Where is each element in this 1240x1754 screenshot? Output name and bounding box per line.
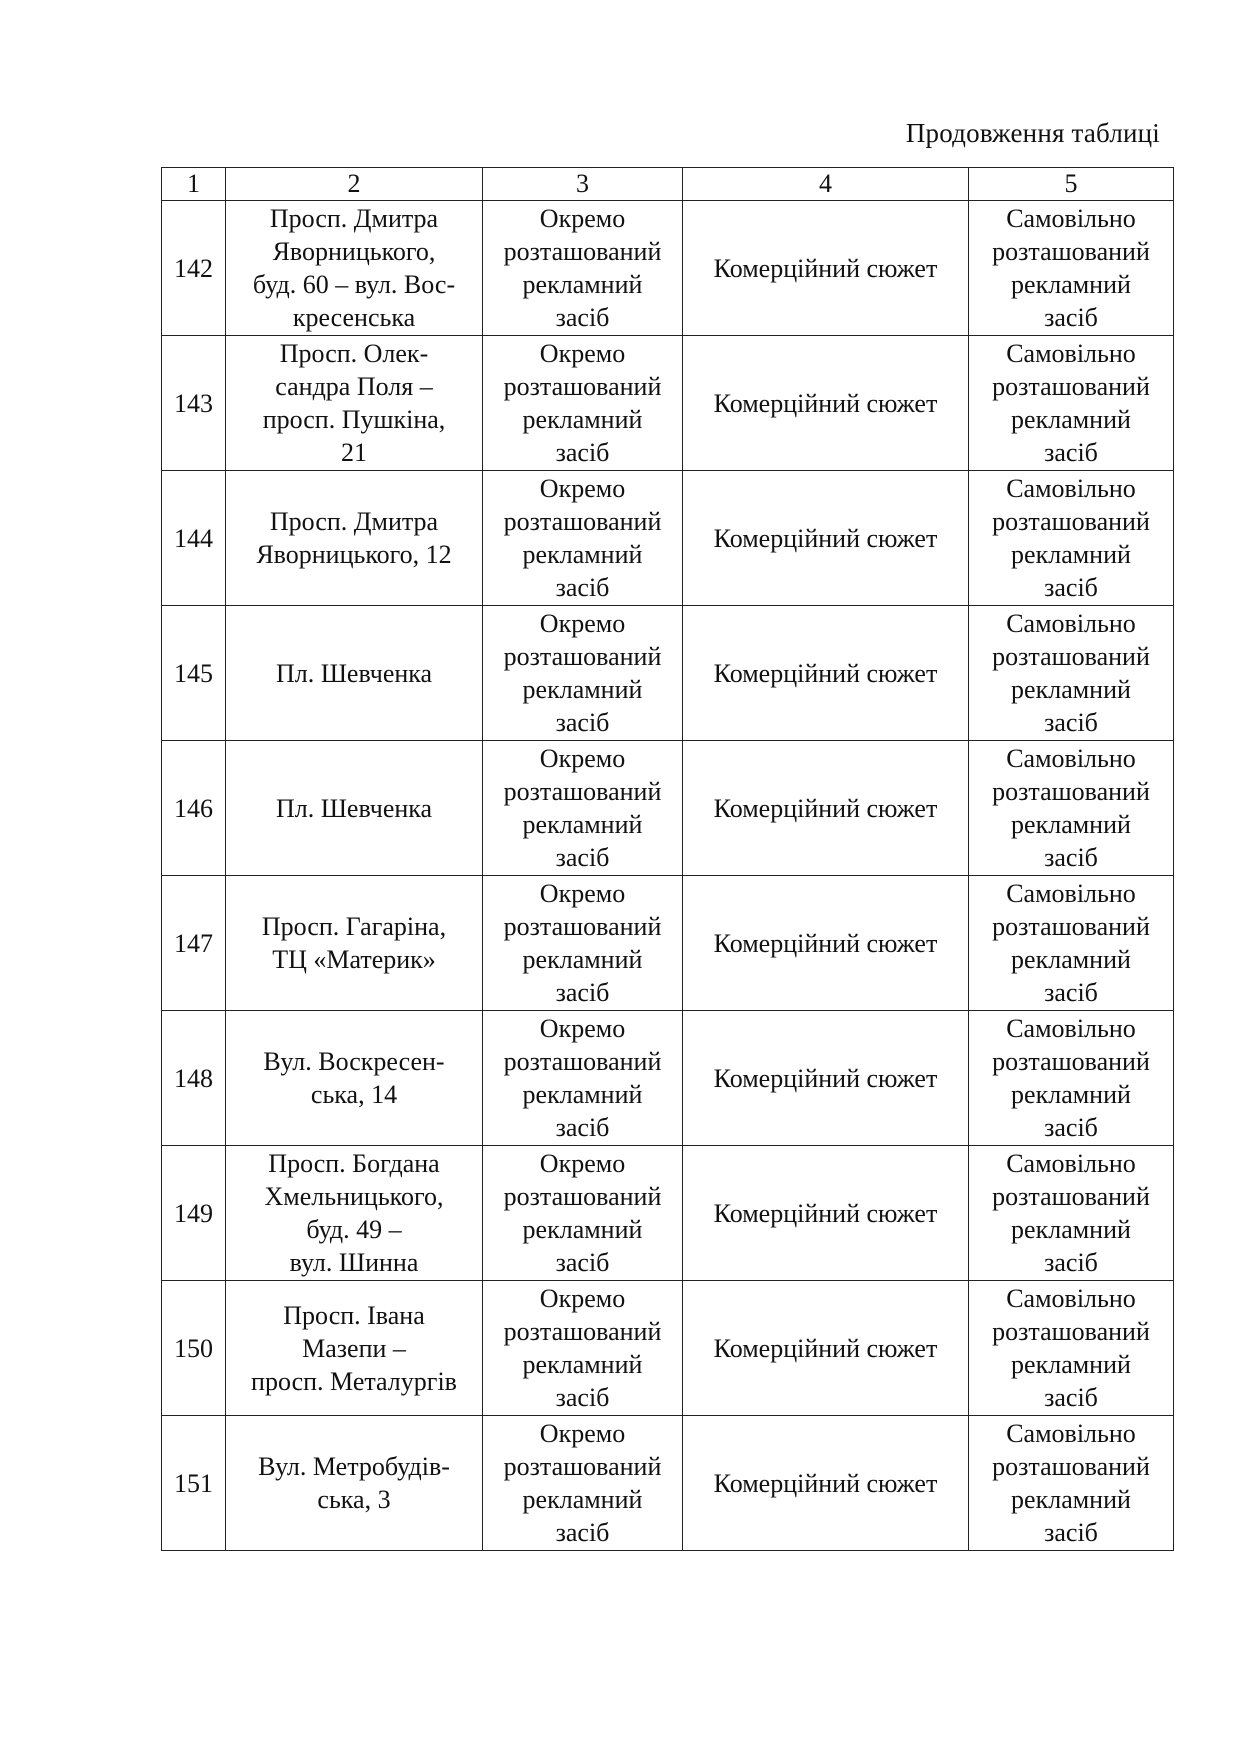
- status-cell: Самовільно розташований рекламний засіб: [969, 876, 1174, 1011]
- table-row: [162, 1146, 1174, 1281]
- status-cell: Самовільно розташований рекламний засіб: [969, 1281, 1174, 1416]
- status-cell: Самовільно розташований рекламний засіб: [969, 741, 1174, 876]
- ad-type-cell: Окремо розташований рекламний засіб: [483, 1146, 683, 1281]
- row-number-cell: 145: [162, 606, 226, 741]
- ad-type-cell: Окремо розташований рекламний засіб: [483, 606, 683, 741]
- row-number-cell: 142: [162, 201, 226, 336]
- table-row: [162, 201, 1174, 336]
- table-row: [162, 876, 1174, 1011]
- table-row: [162, 1011, 1174, 1146]
- status-cell: Самовільно розташований рекламний засіб: [969, 1416, 1174, 1551]
- status-cell: Самовільно розташований рекламний засіб: [969, 471, 1174, 606]
- status-cell: Самовільно розташований рекламний засіб: [969, 606, 1174, 741]
- row-number-cell: 150: [162, 1281, 226, 1416]
- address-cell: Вул. Метробудів- ська, 3: [226, 1416, 483, 1551]
- status-cell: Самовільно розташований рекламний засіб: [969, 201, 1174, 336]
- address-cell: Просп. Дмитра Яворницького, буд. 60 – вул. Вос- кресенська: [226, 201, 483, 336]
- content-cell: Комерційний сюжет: [683, 201, 969, 336]
- column-number-row: [162, 168, 1174, 201]
- row-number-cell: 144: [162, 471, 226, 606]
- ad-type-cell: Окремо розташований рекламний засіб: [483, 1281, 683, 1416]
- address-cell: Вул. Воскресен- ська, 14: [226, 1011, 483, 1146]
- content-cell: Комерційний сюжет: [683, 1281, 969, 1416]
- status-cell: Самовільно розташований рекламний засіб: [969, 336, 1174, 471]
- column-header-2: 2: [226, 168, 483, 201]
- status-cell: Самовільно розташований рекламний засіб: [969, 1146, 1174, 1281]
- row-number-cell: 143: [162, 336, 226, 471]
- ad-type-cell: Окремо розташований рекламний засіб: [483, 741, 683, 876]
- column-header-1: 1: [162, 168, 226, 201]
- address-cell: Просп. Дмитра Яворницького, 12: [226, 471, 483, 606]
- content-cell: Комерційний сюжет: [683, 1146, 969, 1281]
- table-row: [162, 471, 1174, 606]
- content-cell: Комерційний сюжет: [683, 876, 969, 1011]
- table-row: [162, 1281, 1174, 1416]
- ad-type-cell: Окремо розташований рекламний засіб: [483, 201, 683, 336]
- row-number-cell: 146: [162, 741, 226, 876]
- column-header-4: 4: [683, 168, 969, 201]
- table-row: [162, 1416, 1174, 1551]
- address-cell: Просп. Богдана Хмельницького, буд. 49 – вул. Шинна: [226, 1146, 483, 1281]
- advertising-table: [161, 167, 1174, 1551]
- row-number-cell: 151: [162, 1416, 226, 1551]
- status-cell: Самовільно розташований рекламний засіб: [969, 1011, 1174, 1146]
- table-continuation-caption: Продовження таблиці: [905, 118, 1160, 148]
- address-cell: Просп. Івана Мазепи – просп. Металургів: [226, 1281, 483, 1416]
- content-cell: Комерційний сюжет: [683, 741, 969, 876]
- table-row: [162, 336, 1174, 471]
- column-header-5: 5: [969, 168, 1174, 201]
- ad-type-cell: Окремо розташований рекламний засіб: [483, 471, 683, 606]
- content-cell: Комерційний сюжет: [683, 606, 969, 741]
- row-number-cell: 149: [162, 1146, 226, 1281]
- address-cell: Пл. Шевченка: [226, 741, 483, 876]
- content-cell: Комерційний сюжет: [683, 471, 969, 606]
- row-number-cell: 148: [162, 1011, 226, 1146]
- address-cell: Просп. Гагаріна, ТЦ «Материк»: [226, 876, 483, 1011]
- row-number-cell: 147: [162, 876, 226, 1011]
- ad-type-cell: Окремо розташований рекламний засіб: [483, 876, 683, 1011]
- content-cell: Комерційний сюжет: [683, 1416, 969, 1551]
- address-cell: Пл. Шевченка: [226, 606, 483, 741]
- address-cell: Просп. Олек- сандра Поля – просп. Пушкіна, 21: [226, 336, 483, 471]
- table-row: [162, 606, 1174, 741]
- table-body: [162, 201, 1174, 1551]
- ad-type-cell: Окремо розташований рекламний засіб: [483, 336, 683, 471]
- ad-type-cell: Окремо розташований рекламний засіб: [483, 1011, 683, 1146]
- content-cell: Комерційний сюжет: [683, 336, 969, 471]
- content-cell: Комерційний сюжет: [683, 1011, 969, 1146]
- table-row: [162, 741, 1174, 876]
- column-header-3: 3: [483, 168, 683, 201]
- ad-type-cell: Окремо розташований рекламний засіб: [483, 1416, 683, 1551]
